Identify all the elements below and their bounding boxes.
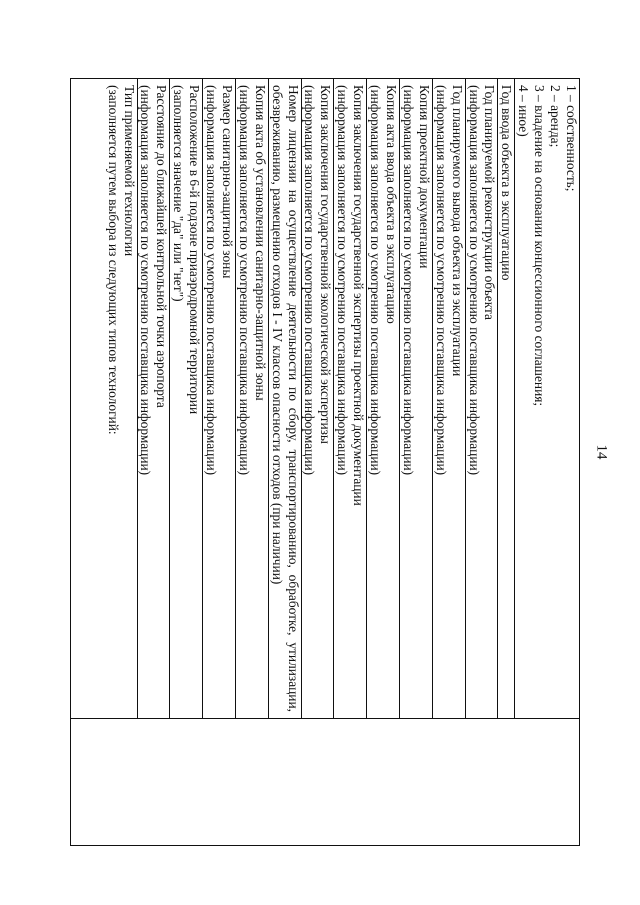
row-note: (информация заполняется по усмотрению поставщика информации) (302, 85, 318, 476)
row-label: Номер лицензии на осуществление деятельности по сбору, транспортированию, обработке, утилизации, обезвреживанию, размещению отходов I - IV классов опасности отходов (при наличии) (269, 85, 301, 712)
row-label: Копия акта ввода объекта в эксплуатацию (384, 85, 400, 324)
ownership-option: 4 – иное) (516, 85, 532, 137)
row-label: Копия заключения государственной экспертизы проектной документации (351, 85, 367, 506)
row-note: (информация заполняется по усмотрению поставщика информации) (368, 85, 384, 476)
row-label: Размер санитарно-защитной зоны (219, 85, 235, 279)
row-label: Расположение в 6-й подзоне приаэродромной территории (187, 85, 203, 415)
value-column (71, 719, 579, 845)
row-note: (информация заполняется по усмотрению поставщика информации) (433, 85, 449, 476)
row-label: Год ввода объекта в эксплуатацию (499, 85, 515, 281)
row-label: Год планируемой реконструкции объекта (482, 85, 498, 321)
table-row (301, 79, 334, 718)
table-row (465, 79, 498, 718)
row-label: Копия заключения государственной экологической экспертизы (318, 85, 334, 444)
table-row (399, 79, 432, 718)
row-label: Копия акта об установлении санитарно-защитной зоны (252, 85, 268, 401)
row-label: Год планируемого вывода объекта из эксплуатации (449, 85, 465, 377)
row-note: (информация заполняется по усмотрению поставщика информации) (400, 85, 416, 476)
row-note: (информация заполняется по усмотрению поставщика информации) (466, 85, 482, 476)
table-row (333, 79, 366, 718)
rotated-table-frame (70, 78, 580, 846)
row-note: (заполняется значение "да" или "нет") (171, 85, 187, 302)
table-row (366, 79, 399, 718)
ownership-option: 1 – собственность; (564, 85, 579, 192)
ownership-option: 3 – владение на основании концессионного соглашения; (532, 85, 548, 407)
row-note: (информация заполняется по усмотрению поставщика информации) (204, 85, 220, 476)
table-row (137, 79, 170, 718)
ownership-options-block (514, 79, 579, 718)
row-label: Тип применяемой технологии (121, 85, 137, 257)
row-note: (заполняется путем выбора из следующих типов технологий: (105, 85, 121, 435)
page-number: 14 (593, 444, 610, 460)
table-row (268, 79, 301, 718)
table-row (202, 79, 235, 718)
table-row (235, 79, 268, 718)
table-row (105, 79, 137, 718)
row-note: (информация заполняется по усмотрению поставщика информации) (335, 85, 351, 476)
row-label: Копия проектной документации (416, 85, 432, 269)
table-row (432, 79, 465, 718)
row-label: Расстояние до ближайшей контрольной точки аэропорта (154, 85, 170, 408)
ownership-option: 2 – аренда; (548, 85, 564, 148)
label-column (71, 79, 579, 719)
row-note: (информация заполняется по усмотрению поставщика информации) (236, 85, 252, 476)
row-note: (информация заполняется по усмотрению поставщика информации) (138, 85, 154, 476)
object-info-table (70, 78, 580, 846)
table-row (169, 79, 202, 718)
table-row (497, 79, 514, 718)
